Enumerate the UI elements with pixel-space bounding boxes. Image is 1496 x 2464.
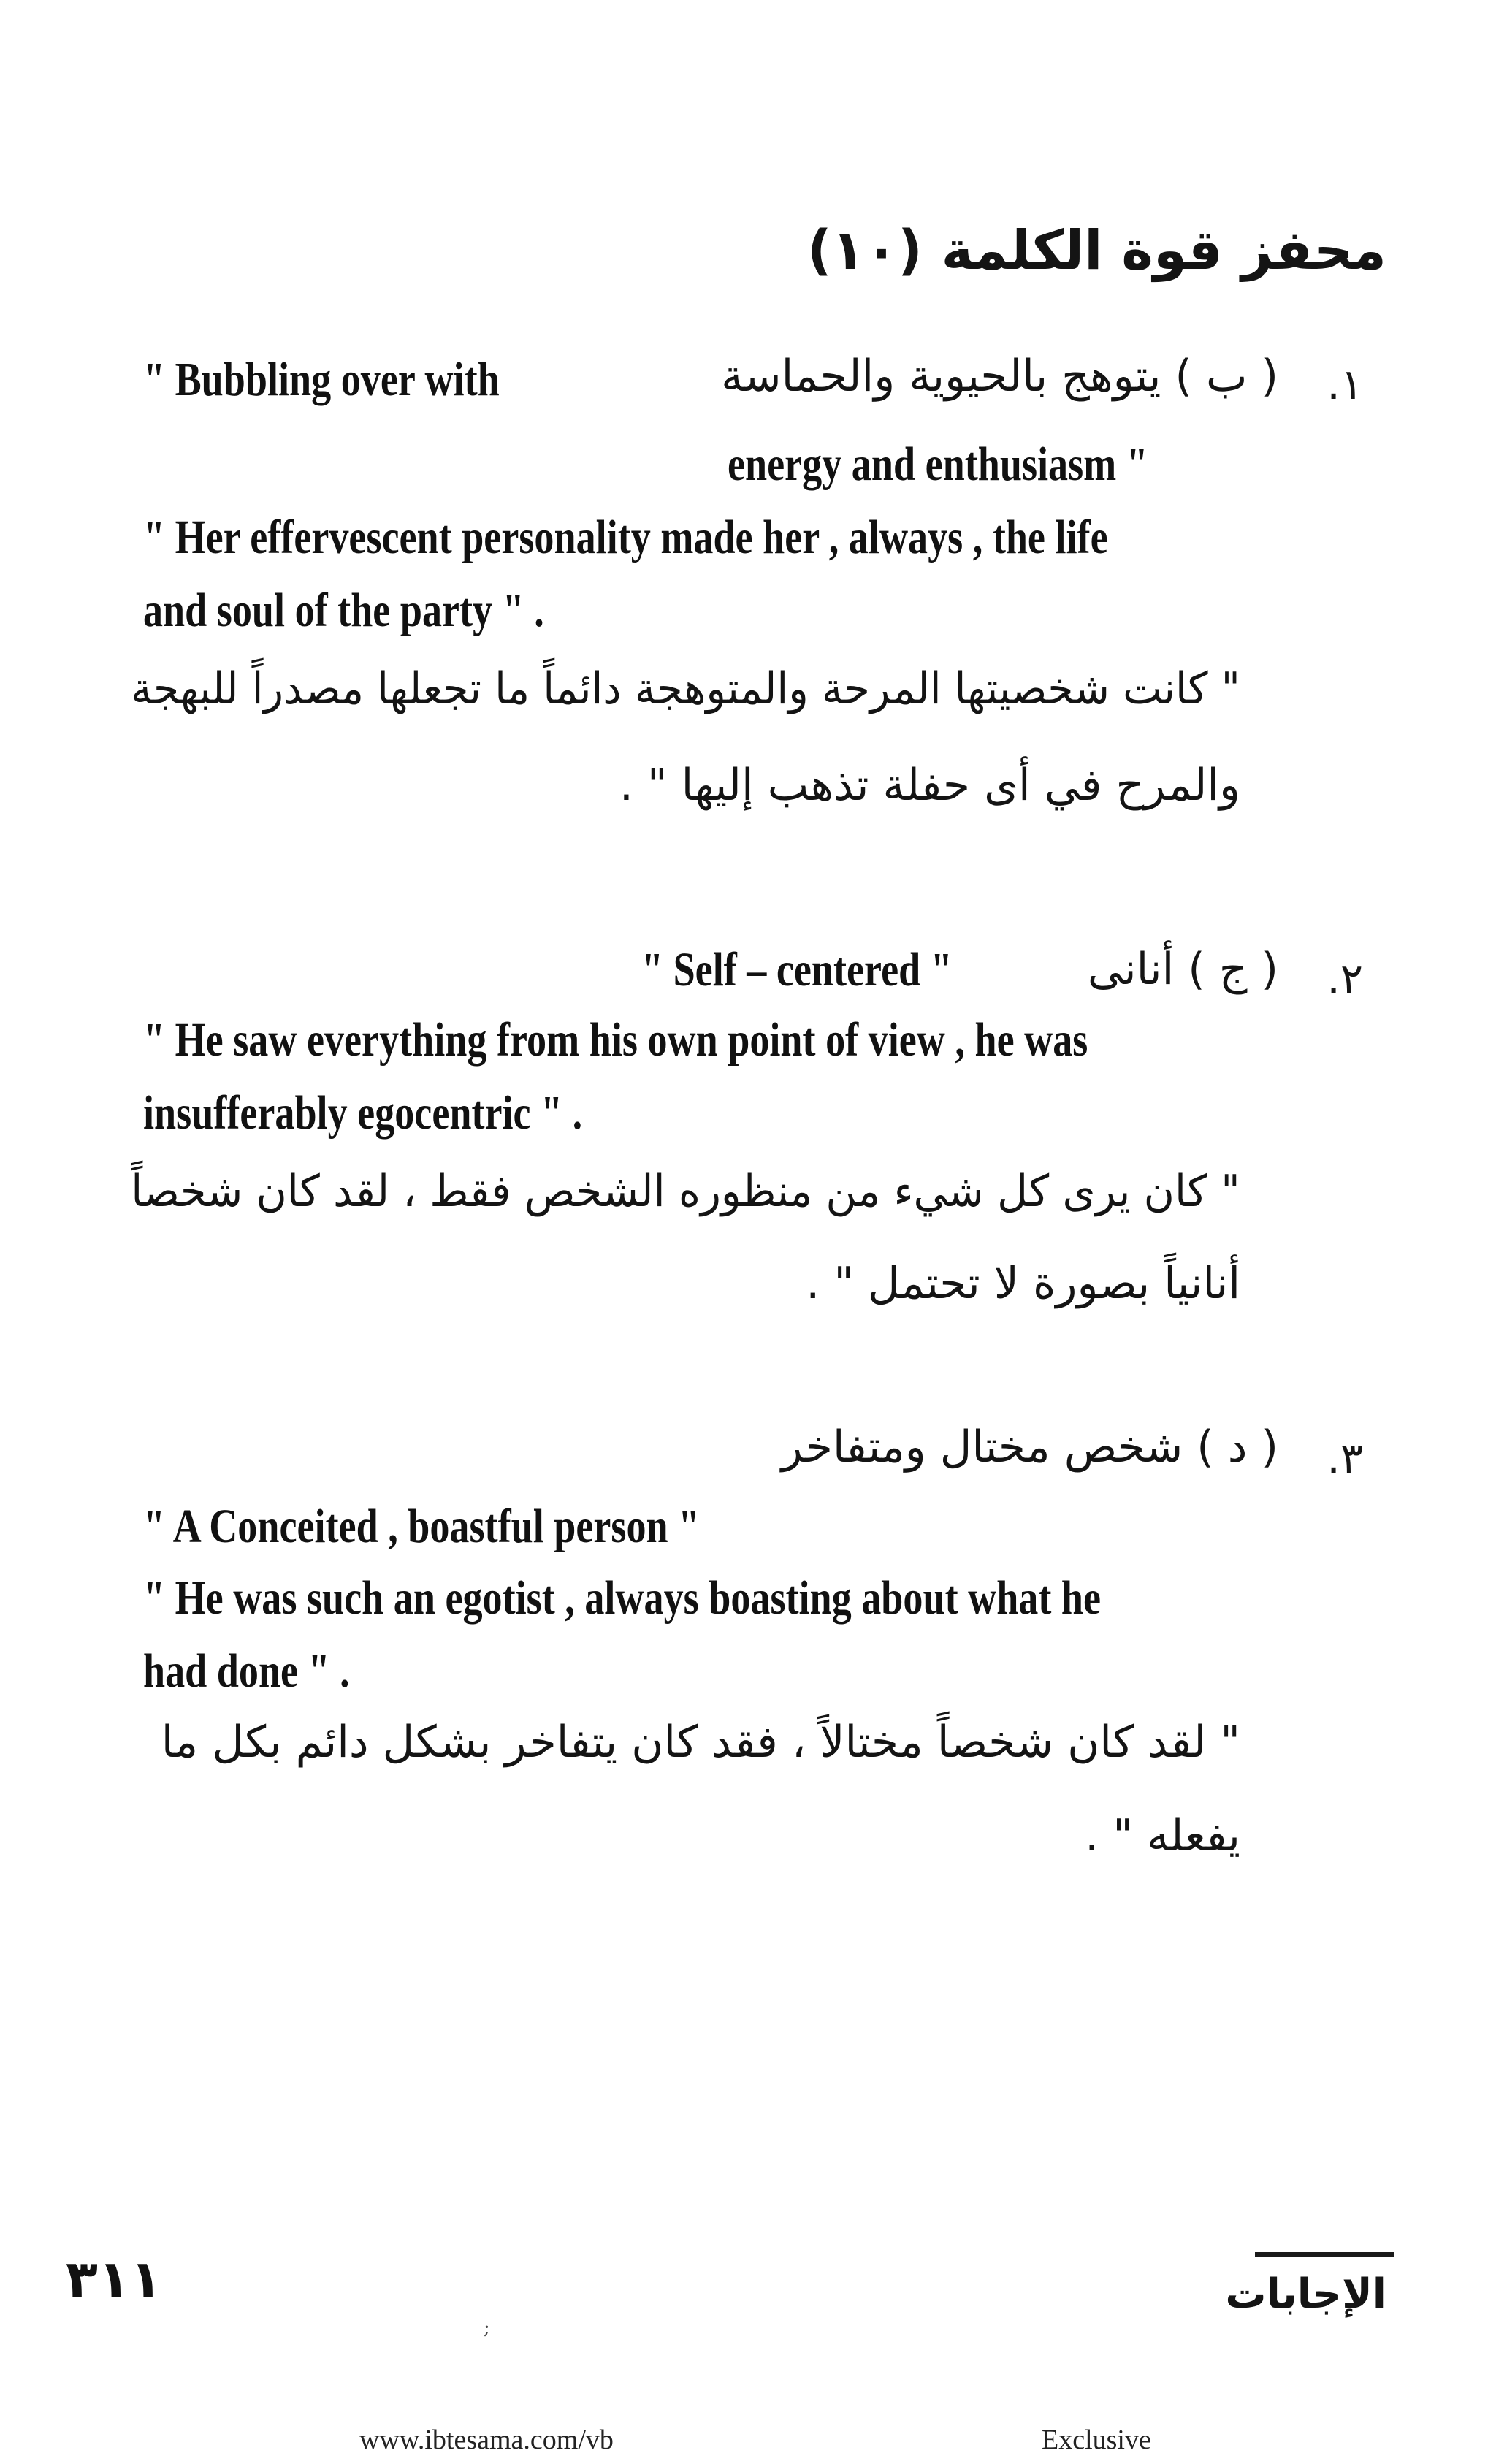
entry-1-example-ar-line-1: " كانت شخصيتها المرحة والمتوهجة دائماً ما تجعلها مصدراً للبهجة [131,663,1240,714]
entry-3-example-en-line-2: had done " . [143,1644,350,1698]
entry-3-phrase: " A Conceited , boastful person " [143,1500,701,1553]
page-title: محفز قوة الكلمة (١٠) [806,219,1386,282]
entry-2-number: .٢ [1327,954,1363,1004]
source-site: www.ibtesama.com/vb [359,2425,614,2455]
entry-2-example-ar-line-1: " كان يرى كل شيء من منظوره الشخص فقط ، لقد كان شخصاً [131,1166,1240,1217]
entry-1-example-en-line-2: and soul of the party " . [143,584,544,637]
section-label: الإجابات [1225,2270,1386,2318]
entry-3-choice: ( د ) شخص مختال ومتفاخر [781,1422,1278,1473]
footer-rule [1255,2252,1394,2257]
exclusive-tag: Exclusive [1042,2425,1151,2455]
stray-mark: ; [484,2317,490,2339]
entry-3-example-ar-line-2: يفعله " . [1085,1810,1240,1861]
entry-1-example-ar-line-2: والمرح في أى حفلة تذهب إليها " . [619,760,1240,811]
page-number: ٣١١ [66,2249,162,2310]
entry-2-example-en-line-2: insufferably egocentric " . [143,1086,583,1140]
entry-2-choice: ( ج ) أنانى [1087,944,1278,995]
entry-1-phrase-part-2: energy and enthusiasm " [728,438,1148,491]
entry-1-phrase-part-1: " Bubbling over with [143,353,500,406]
entry-3-example-en-line-1: " He was such an egotist , always boasting about what he [143,1571,1102,1625]
entry-1-number: .١ [1327,359,1363,409]
entry-2-phrase: " Self – centered " [641,943,953,996]
entry-3-example-ar-line-1: " لقد كان شخصاً مختالاً ، فقد كان يتفاخر بشكل دائم بكل ما [161,1717,1240,1768]
entry-1-choice: ( ب ) يتوهج بالحيوية والحماسة [721,351,1278,402]
entry-2-example-en-line-1: " He saw everything from his own point of view , he was [143,1013,1088,1067]
entry-3-number: .٣ [1327,1433,1363,1483]
entry-1-example-en-line-1: " Her effervescent personality made her , always , the life [143,511,1108,564]
entry-2-example-ar-line-2: أنانياً بصورة لا تحتمل " . [806,1258,1240,1309]
